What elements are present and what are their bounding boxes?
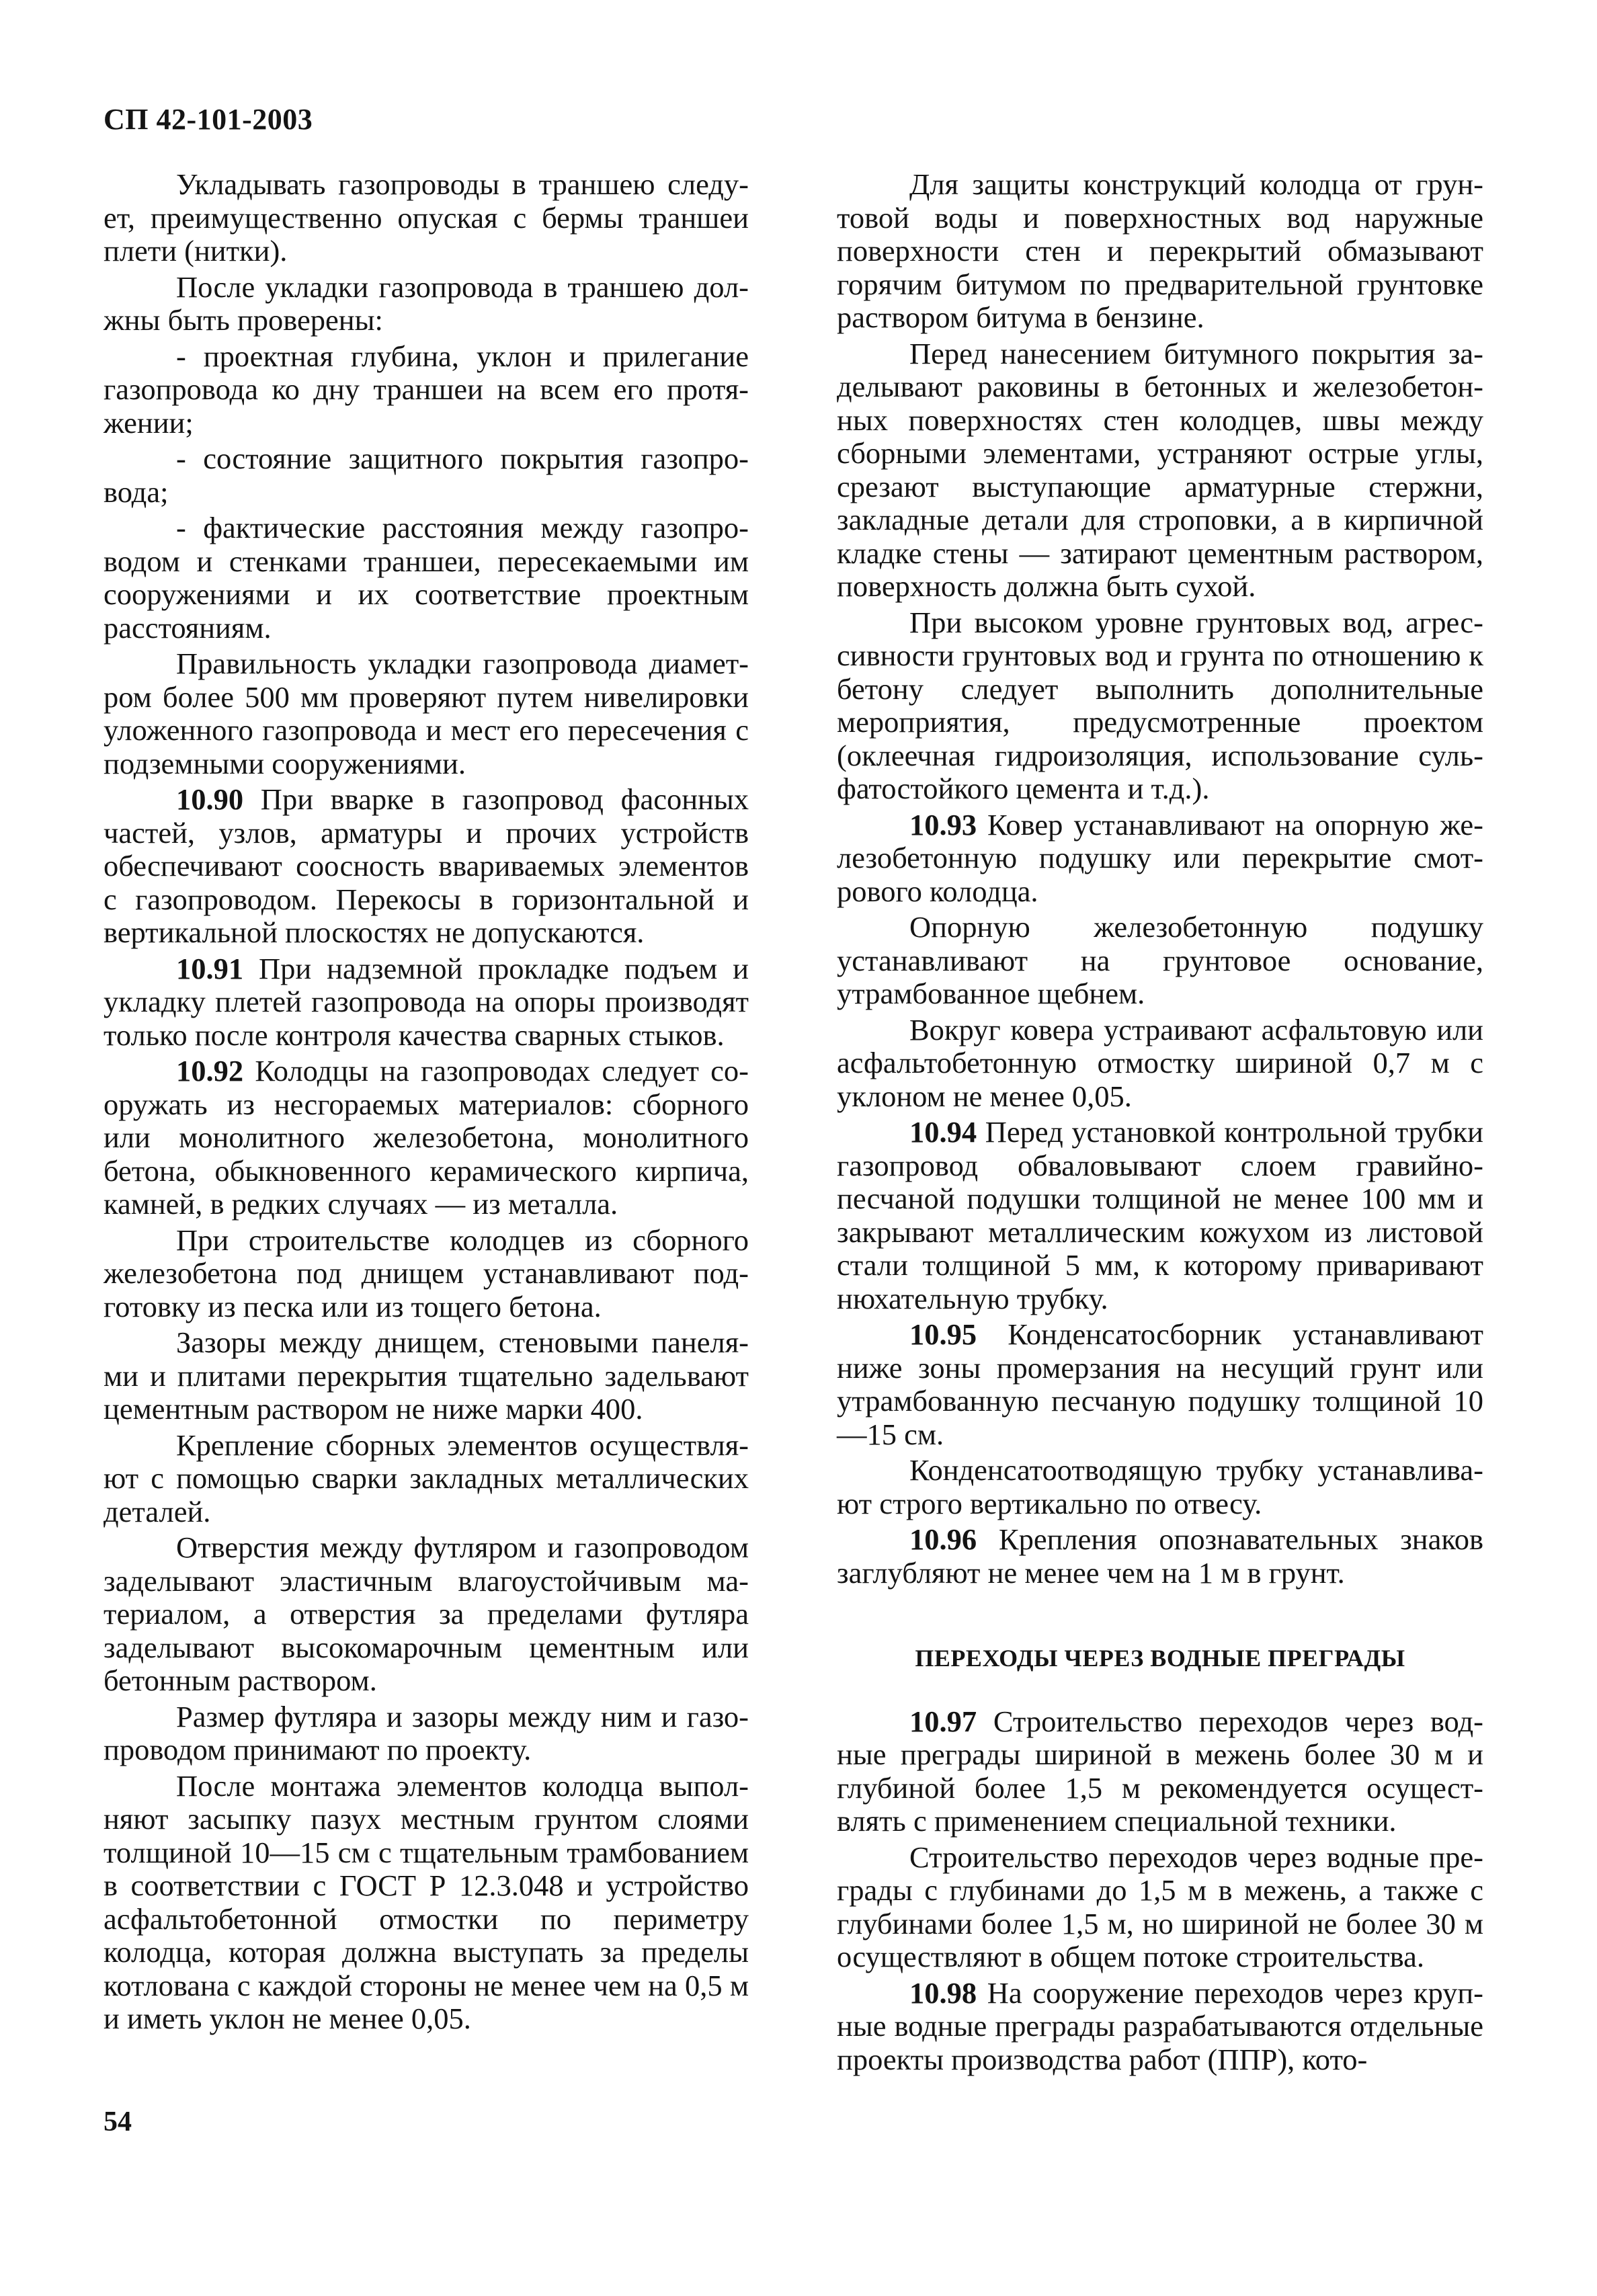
right-column: [837, 168, 1483, 2079]
left-column: [104, 168, 749, 2039]
clause-number: 10.96: [909, 1522, 977, 1556]
clause-10-92: [104, 1055, 749, 1221]
list-item: - фактические расстояния между газопроводом и стенками траншеи, пересекаемыми им сооружениями и их соответствие проектным расстояниям.: [104, 511, 749, 645]
clause-number: 10.93: [909, 807, 977, 842]
paragraph: Опорную железобетонную подушку устанавливают на грунтовое основание, утрамбованное щебнем.: [837, 910, 1483, 1010]
clause-text: Перед установкой контрольной трубки газопровод обваловывают слоем гравийнопесчаной подушки толщиной не менее 100 мм и закрывают металлическим кожухом из листовой стали толщиной 5 мм, к которому приваривают нюхательную трубку.: [837, 1115, 1483, 1315]
paragraph: Перед нанесением битумного покрытия заделывают раковины в бетонных и железобетонных поверхностях стен колодцев, швы между сборными элементами, устраняют острые углы, срезают выступающие арматурные стержни, закладные детали для строповки, а в кирпичной кладке стены — затирают цементным раствором, поверхность должна быть сухой.: [837, 336, 1483, 603]
clause-number: 10.94: [909, 1115, 977, 1149]
clause-text: Крепления опознавательных знаков заглубляют не менее чем на 1 м в грунт.: [837, 1522, 1483, 1590]
paragraph: Крепление сборных элементов осуществляют с помощью сварки закладных металлических деталей.: [104, 1428, 749, 1528]
clause-10-91: [104, 952, 749, 1053]
paragraph: Отверстия между футляром и газопроводом заделывают эластичным влагоустойчивым материалом, а отверстия за пределами футляра заделывают высокомарочным цементным или бетонным раствором.: [104, 1530, 749, 1697]
paragraph: Зазоры между днищем, стеновыми панелями и плитами перекрытия тщательно задельвают цементным раствором не ниже марки 400.: [104, 1325, 749, 1426]
clause-number: 10.90: [176, 782, 244, 816]
clause-number: 10.98: [909, 1975, 977, 2010]
paragraph: Размер футляра и зазоры между ним и газопроводом принимают по проекту.: [104, 1699, 749, 1766]
paragraph: Укладывать газопроводы в траншею следует, преимущественно опуская с бермы траншеи плети (нитки).: [104, 167, 749, 268]
clause-10-95: [837, 1318, 1483, 1451]
clause-text: При надземной прокладке подъем и укладку плетей газопровода на опоры производят только после контроля качества сварных стыков.: [104, 951, 749, 1052]
clause-text: Конденсатосборник устанавливают ниже зоны промерзания на несущий грунт или утрамбованную песчаную подушку толщиной 10—15 см.: [837, 1317, 1483, 1451]
paragraph: Для защиты конструкций колодца от грунтовой воды и поверхностных вод наружные поверхности стен и перекрытий обмазывают горячим битумом по предварительной грунтовке раствором битума в бензине.: [837, 167, 1483, 334]
clause-10-96: [837, 1523, 1483, 1590]
paragraph: После монтажа элементов колодца выполняют засыпку пазух местным грунтом слоями толщиной 10—15 см с тщательным трамбованием в соответствии с ГОСТ Р 12.3.048 и устройство асфальтобетонной отмостки по периметру колодца, которая должна выступать за пределы котлована с каждой стороны не менее чем на 0,5 м и иметь уклон не менее 0,05.: [104, 1768, 749, 2035]
page-number: 54: [104, 2106, 132, 2137]
clause-number: 10.92: [176, 1054, 244, 1088]
paragraph: Конденсатоотводящую трубку устанавливают строго вертикально по отвесу.: [837, 1453, 1483, 1520]
clause-number: 10.91: [176, 951, 244, 985]
paragraph: Правильность укладки газопровода диаметром более 500 мм проверяют путем нивелировки уложенного газопровода и мест его пересечения с подземными сооружениями.: [104, 647, 749, 780]
document-code: СП 42-101-2003: [104, 103, 313, 136]
clause-text: Колодцы на газопроводах следует сооружать из несгораемых материалов: сборного или монолитного железобетона, монолитного бетона, обыкновенного керамического кирпича, камней, в редких случаях — из металла.: [104, 1054, 749, 1221]
clause-text: Строительство переходов через водные преграды шириной в межень более 30 м и глубиной более 1,5 м рекомендуется осуществлять с применением специальной техники.: [837, 1704, 1483, 1838]
clause-10-94: [837, 1116, 1483, 1315]
section-title: ПЕРЕХОДЫ ЧЕРЕЗ ВОДНЫЕ ПРЕГРАДЫ: [915, 1645, 1405, 1672]
paragraph: Вокруг ковера устраивают асфальтовую или асфальтобетонную отмостку шириной 0,7 м с уклоном не менее 0,05.: [837, 1012, 1483, 1113]
clause-10-97: [837, 1705, 1483, 1838]
clause-text: Ковер устанавливают на опорную железобетонную подушку или перекрытие смотрового колодца.: [837, 807, 1483, 908]
paragraph: При высоком уровне грунтовых вод, агрессивности грунтовых вод и грунта по отношению к бетону следует выполнить дополнительные мероприятия, предусмотренные проектом (оклеечная гидроизоляция, использование сульфатостойкого цемента и т.д.).: [837, 605, 1483, 805]
paragraph: Строительство переходов через водные преграды с глубинами до 1,5 м в межень, а также с глубинами более 1,5 м, но шириной не более 30 м осуществляют в общем потоке строительства.: [837, 1840, 1483, 1973]
list-item: - состояние защитного покрытия газопровода;: [104, 442, 749, 509]
clause-text: На сооружение переходов через крупные водные преграды разрабатываются отдельные проекты производства работ (ППР), кото-: [837, 1975, 1483, 2076]
clause-number: 10.95: [909, 1317, 977, 1351]
paragraph: При строительстве колодцев из сборного железобетона под днищем устанавливают подготовку из песка или из тощего бетона.: [104, 1223, 749, 1323]
clause-number: 10.97: [909, 1704, 977, 1738]
list-item: - проектная глубина, уклон и прилегание газопровода ко дну траншеи на всем его протяжении;: [104, 339, 749, 440]
clause-text: При вварке в газопровод фасонных частей, узлов, арматуры и прочих устройств обеспечивают соосность ввариваемых элементов с газопроводом. Перекосы в горизонтальной и вертикальной плоскостях не допускаются.: [104, 782, 749, 949]
paragraph: После укладки газопровода в траншею должны быть проверены:: [104, 270, 749, 337]
clause-10-93: [837, 809, 1483, 909]
clause-10-98: [837, 1977, 1483, 2077]
clause-10-90: [104, 783, 749, 950]
